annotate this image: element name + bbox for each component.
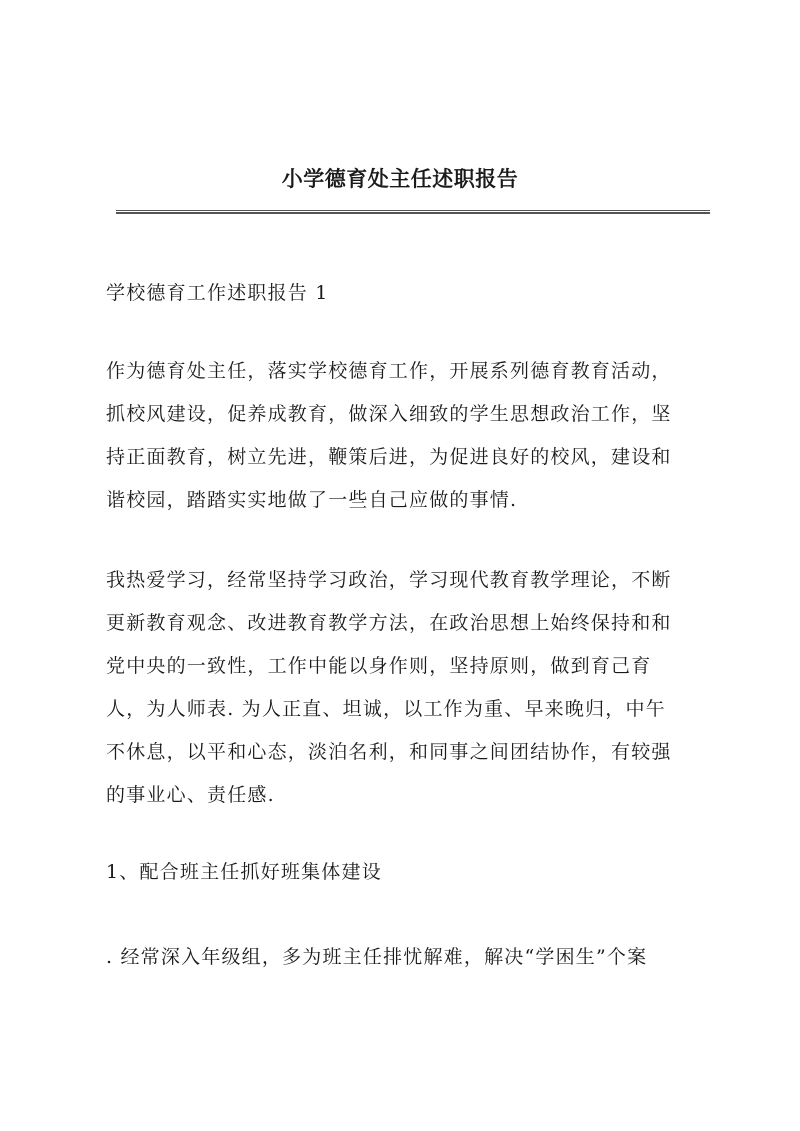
paragraph-line: 持正面教育，树立先进，鞭策后进，为促进良好的校风，建设和 [106, 446, 672, 468]
paragraph-line: 抓校风建设，促养成教育，做深入细致的学生思想政治工作，坚 [106, 403, 672, 425]
paragraph-line: 不休息，以平和心态，淡泊名利，和同事之间团结协作，有较强 [106, 741, 672, 763]
paragraph-line: 作为德育处主任，落实学校德育工作，开展系列德育教育活动， [106, 360, 672, 382]
item-1-heading [106, 851, 712, 894]
paragraph-line: . 经常深入年级组，多为班主任排忧解难，解决“学困生”个案 [106, 946, 648, 968]
paragraph-2 [106, 559, 712, 817]
paragraph-1 [106, 350, 712, 522]
item-heading-text: 1、配合班主任抓好班集体建设 [106, 861, 382, 883]
item-1-body [106, 936, 712, 979]
section-heading-text: 学校德育工作述职报告 1 [106, 282, 329, 304]
section-heading [106, 272, 712, 315]
document-title: 小学德育处主任述职报告 [281, 166, 519, 191]
paragraph-line: 党中央的一致性，工作中能以身作则，坚持原则，做到育己育 [106, 655, 652, 677]
paragraph-line: 谐校园，踏踏实实地做了一些自己应做的事情. [106, 489, 518, 511]
paragraph-line: 更新教育观念、改进教育教学方法，在政治思想上始终保持和和 [106, 612, 672, 634]
paragraph-line: 人，为人师表. 为人正直、坦诚，以工作为重、早来晚归，中午 [106, 698, 666, 720]
title-divider [116, 210, 710, 214]
paragraph-line: 的事业心、责任感. [106, 784, 275, 806]
paragraph-line: 我热爱学习，经常坚持学习政治，学习现代教育教学理论，不断 [106, 569, 672, 591]
